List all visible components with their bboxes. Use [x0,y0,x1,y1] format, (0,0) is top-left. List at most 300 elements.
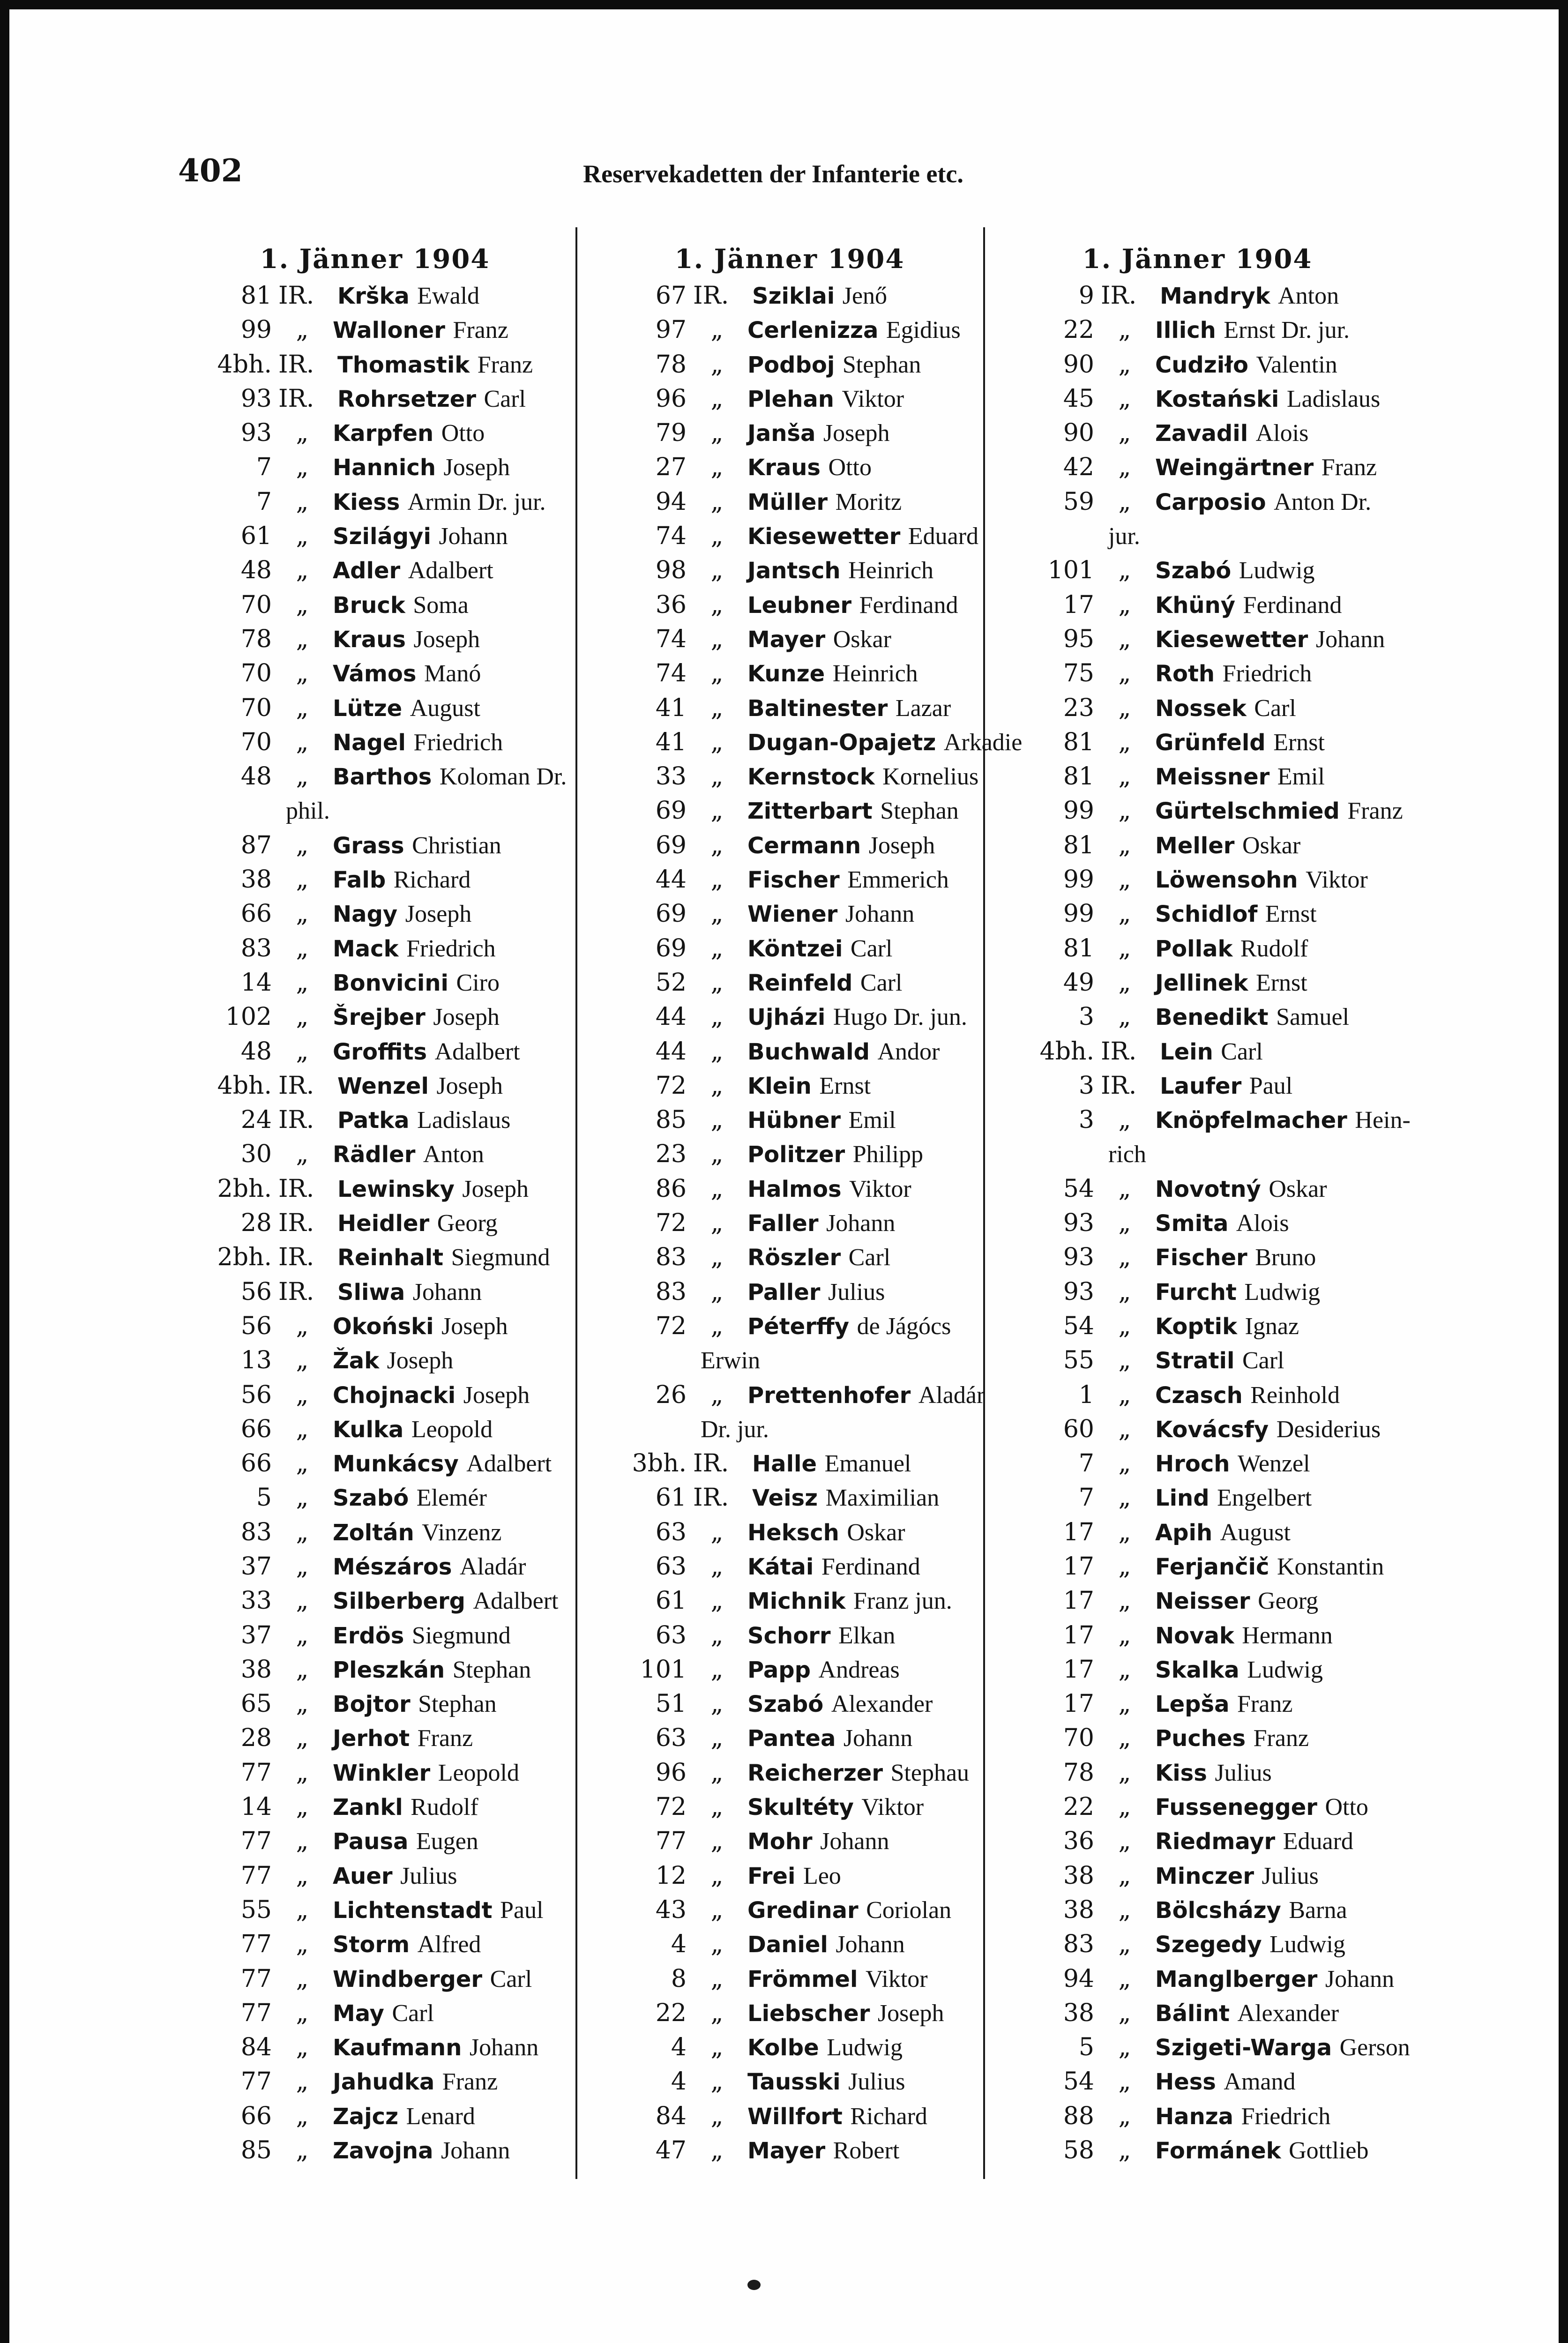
unit-abbrev: „ [1118,625,1131,653]
unit-abbrev: „ [710,1861,724,1890]
surname: Tausski [747,2069,841,2096]
list-item [588,657,991,691]
surname: Hannich [333,455,436,481]
surname: Zitterbart [747,798,873,825]
given-name: August [1220,1519,1291,1546]
unit-abbrev: „ [710,659,724,688]
surname: Knöpfelmacher [1155,1107,1347,1134]
unit-abbrev: „ [296,419,309,448]
list-item [588,1721,991,1755]
given-name: Arkadie [943,729,1023,756]
unit-abbrev: „ [296,625,309,653]
regiment-number: 4bh. [217,1071,272,1100]
regiment-number: 66 [240,1415,272,1443]
list-item [996,1721,1399,1755]
given-name: Lenard [406,2103,475,2130]
unit-abbrev: „ [710,350,724,379]
unit-abbrev: „ [1118,1758,1131,1787]
surname: Pleszkán [333,1657,445,1683]
list-item [173,519,576,553]
roster-list [588,279,1023,2168]
surname: Paller [747,1279,821,1306]
surname: Klein [747,1073,812,1099]
given-name: Franz [442,2068,498,2096]
list-item [996,1687,1399,1721]
unit-abbrev: „ [710,1552,724,1581]
unit-abbrev: „ [710,1999,724,2027]
list-item [588,1000,991,1034]
surname: Lütze [333,695,403,722]
given-name: Ludwig [1247,1656,1323,1683]
regiment-number: 66 [240,2102,272,2130]
regiment-number: 66 [240,1449,272,1478]
regiment-number: 70 [1063,1724,1094,1753]
unit-abbrev: „ [1118,831,1131,859]
surname: Pausa [333,1828,409,1855]
page-number: 402 [178,152,243,189]
list-item [996,348,1399,382]
surname: Sliwa [337,1279,405,1306]
regiment-number: 1 [1078,1380,1094,1409]
list-item [588,932,991,966]
given-name: Johann [845,901,915,928]
regiment-number: 81 [240,282,272,310]
given-name: Julius [828,1278,885,1306]
list-item [173,1927,576,1962]
regiment-number: 36 [1063,1827,1094,1856]
surname: Zoltán [333,1519,414,1546]
list-item [996,313,1399,347]
regiment-number: 97 [655,316,687,344]
surname: Lepša [1155,1691,1230,1718]
given-name: Joseph [823,420,890,447]
surname: Leubner [747,592,852,619]
unit-abbrev: „ [296,1552,309,1581]
given-name: Joseph [868,832,935,859]
unit-abbrev: „ [710,1587,724,1615]
surname: Mack [333,935,399,962]
unit-abbrev: IR. [693,1449,729,1478]
unit-abbrev: „ [710,1793,724,1821]
regiment-number: 83 [240,1518,272,1546]
surname: Faller [747,1210,819,1237]
given-name: Alfred [417,1931,481,1958]
unit-abbrev: „ [710,1243,724,1272]
regiment-number: 13 [240,1346,272,1375]
unit-abbrev: „ [296,316,309,344]
unit-abbrev: „ [710,1690,724,1718]
regiment-number: 81 [1063,728,1094,756]
list-item [996,2030,1410,2065]
list-item [588,1687,991,1721]
given-name: Joseph [433,1004,500,1031]
surname: Bálint [1155,2000,1230,2027]
unit-abbrev: „ [710,728,724,756]
given-name: Adalbert [434,1038,520,1065]
surname: Czasch [1155,1382,1243,1409]
regiment-number: 88 [1063,2102,1094,2130]
list-item [173,1206,576,1240]
unit-abbrev: „ [296,1518,309,1546]
list-item [996,1035,1399,1069]
surname: Meissner [1155,764,1270,791]
unit-abbrev: „ [710,2102,724,2130]
given-name: Vinzenz [422,1519,502,1546]
surname: Pantea [747,1725,836,1752]
regiment-number: 87 [240,831,272,859]
regiment-number: 102 [225,1003,272,1031]
surname: Mayer [747,2138,826,2164]
regiment-number: 72 [655,1312,687,1340]
given-name: Franz [477,351,533,378]
given-name: Richard [393,866,471,894]
list-item [173,313,576,347]
unit-abbrev: „ [1118,1106,1131,1134]
surname: Jahudka [333,2069,435,2096]
regiment-number: 4 [671,2067,687,2096]
regiment-number: 54 [1063,2067,1094,2096]
unit-abbrev: „ [1118,384,1131,413]
list-item [588,863,991,897]
unit-abbrev: „ [296,1861,309,1890]
surname: Podboj [747,351,835,378]
surname: Jantsch [747,558,841,584]
list-item [996,1275,1399,1309]
unit-abbrev: „ [710,1895,724,1924]
given-name: Carl [1254,694,1296,722]
list-item [996,1412,1399,1447]
surname: Puches [1155,1725,1246,1752]
given-name: Egidius [886,317,961,344]
list-item [588,1584,991,1618]
list-item [173,966,576,1000]
unit-abbrev: „ [1118,1312,1131,1340]
unit-abbrev: „ [296,694,309,722]
unit-abbrev: „ [710,590,724,619]
surname: Kiesewetter [1155,626,1308,653]
given-name: Barna [1289,1896,1347,1924]
given-name: Friedrich [1222,660,1312,687]
given-name: Armin Dr. jur. [407,488,546,515]
unit-abbrev: „ [710,487,724,516]
unit-abbrev: „ [296,934,309,963]
surname: Reinfeld [747,970,853,996]
unit-abbrev: „ [710,900,724,928]
entry-continuation: jur. [1108,523,1140,550]
surname: Papp [747,1657,811,1683]
surname: Nagel [333,729,406,756]
given-name: Philipp [852,1141,923,1168]
list-item [173,1481,576,1515]
list-item [996,1172,1399,1206]
surname: Erdös [333,1622,404,1649]
list-item [996,1859,1399,1893]
list-item [996,1996,1399,2030]
surname: Lewinsky [337,1176,455,1202]
unit-abbrev: IR. [1101,1037,1137,1066]
unit-abbrev: „ [710,1209,724,1238]
given-name: Ernst Dr. jur. [1224,317,1350,344]
unit-abbrev: „ [1118,2033,1131,2062]
unit-abbrev: „ [1118,728,1131,756]
regiment-number: 12 [655,1861,687,1890]
given-name: Johann [1315,626,1385,653]
list-item [996,1343,1399,1378]
given-name: Richard [850,2103,927,2130]
entry-continuation: rich [1108,1141,1146,1168]
surname: Szabó [747,1691,824,1718]
list-item [588,794,991,828]
given-name: Carl [848,1244,891,1271]
list-item [996,863,1399,897]
given-name: Adalbert [466,1450,552,1477]
regiment-number: 54 [1063,1174,1094,1203]
surname: Szigeti-Warga [1155,2035,1332,2061]
unit-abbrev: „ [296,1655,309,1684]
list-item [173,416,576,450]
list-item [996,1515,1399,1550]
unit-abbrev: „ [710,1758,724,1787]
list-item [173,1069,576,1103]
list-item [588,1824,991,1858]
list-item [173,725,576,760]
given-name: Franz jun. [853,1588,952,1615]
unit-abbrev: IR. [693,1484,729,1512]
list-item [173,828,576,863]
given-name: Joseph [441,1313,508,1340]
unit-abbrev: „ [296,556,309,585]
regiment-number: 5 [256,1484,272,1512]
list-item [588,553,991,588]
list-item [173,863,576,897]
regiment-number: 55 [240,1895,272,1924]
regiment-number: 65 [240,1690,272,1718]
surname: Khüný [1155,592,1235,619]
regiment-number: 17 [1063,1518,1094,1546]
given-name: Paul [500,1896,544,1924]
list-item [588,1996,991,2030]
unit-abbrev: „ [710,419,724,448]
surname: Schorr [747,1622,831,1649]
unit-abbrev: IR. [278,1071,314,1100]
list-item [996,2099,1399,2134]
surname: Frömmel [747,1966,858,1992]
unit-abbrev: „ [296,1690,309,1718]
regiment-number: 2bh. [217,1243,272,1272]
surname: Benedikt [1155,1004,1269,1031]
given-name: Eduard [1283,1828,1353,1855]
list-item [996,588,1399,622]
unit-abbrev: „ [296,1793,309,1821]
given-name: Alois [1255,420,1309,447]
list-item [996,485,1399,519]
regiment-number: 38 [1063,1999,1094,2027]
list-item [588,1893,991,1927]
given-name: Stephan [880,798,959,825]
surname: Kraus [747,455,821,481]
regiment-number: 14 [240,1793,272,1821]
given-name: Joseph [877,2000,944,2027]
given-name: Emmerich [847,866,949,894]
unit-abbrev: „ [710,556,724,585]
given-name: Joseph [463,1381,530,1409]
surname: Hanza [1155,2103,1234,2130]
surname: Thomastik [337,351,470,378]
regiment-number: 75 [1063,659,1094,688]
regiment-number: 38 [1063,1861,1094,1890]
unit-abbrev: „ [710,1827,724,1856]
surname: Weingärtner [1155,455,1314,481]
regiment-number: 94 [655,487,687,516]
printers-mark [747,2280,761,2290]
regiment-number: 47 [655,2136,687,2165]
entry-continuation: Dr. jur. [701,1416,769,1443]
unit-abbrev: „ [710,1106,724,1134]
list-item [173,382,576,416]
surname: May [333,2000,384,2027]
regiment-number: 3 [1078,1106,1094,1134]
unit-abbrev: „ [710,1621,724,1649]
list-item [588,1653,991,1687]
list-item [588,1275,991,1309]
given-name: Johann [469,2034,539,2061]
surname: Frei [747,1863,796,1889]
list-item [173,348,576,382]
surname: Winkler [333,1760,431,1786]
given-name: Joseph [436,1072,503,1099]
regiment-number: 61 [655,1587,687,1615]
regiment-number: 41 [655,694,687,722]
list-item [996,1240,1399,1275]
list-item [996,897,1399,931]
given-name: Ferdinand [859,591,958,619]
given-name: Wenzel [1237,1450,1310,1477]
regiment-number: 83 [655,1243,687,1272]
regiment-number: 85 [655,1106,687,1134]
surname: Zajcz [333,2103,399,2130]
list-item [173,1893,576,1927]
list-item [588,622,991,657]
regiment-number: 56 [240,1277,272,1306]
regiment-number: 72 [655,1793,687,1821]
regiment-number: 79 [655,419,687,448]
surname: Gredinar [747,1897,859,1924]
unit-abbrev: „ [296,1724,309,1753]
surname: Bölcsházy [1155,1897,1281,1924]
surname: Halmos [747,1176,842,1202]
regiment-number: 98 [655,556,687,585]
list-item [173,657,576,691]
surname: Röszler [747,1245,841,1271]
surname: Wiener [747,901,838,928]
list-item [173,1000,576,1034]
unit-abbrev: „ [1118,1003,1131,1031]
given-name: Kornelius [882,763,979,791]
list-item [588,348,991,382]
surname: Vámos [333,661,417,687]
given-name: Adalbert [408,557,493,584]
given-name: Alexander [1237,2000,1339,2027]
given-name: Johann [836,1931,905,1958]
list-item [996,1103,1411,1137]
regiment-number: 44 [655,866,687,894]
surname: Szilágyi [333,523,431,550]
regiment-number: 70 [240,728,272,756]
unit-abbrev: IR. [278,1277,314,1306]
regiment-number: 63 [655,1518,687,1546]
regiment-number: 4 [671,1930,687,1959]
regiment-number: 69 [655,831,687,859]
regiment-number: 43 [655,1895,687,1924]
surname: Buchwald [747,1038,870,1065]
regiment-number: 70 [240,694,272,722]
given-name: Stephan [452,1656,531,1683]
unit-abbrev: „ [1118,2067,1131,2096]
regiment-number: 4 [671,2033,687,2062]
surname: Bojtor [333,1691,411,1718]
regiment-number: 45 [1063,384,1094,413]
surname: Fussenegger [1155,1794,1317,1821]
unit-abbrev: „ [710,1071,724,1100]
given-name: Ignaz [1245,1313,1299,1340]
given-name: Emanuel [824,1450,911,1477]
surname: Reicherzer [747,1760,883,1786]
unit-abbrev: „ [710,1655,724,1684]
list-item [588,2065,991,2099]
unit-abbrev: IR. [278,282,314,310]
unit-abbrev: IR. [278,1243,314,1272]
regiment-number: 99 [240,316,272,344]
list-item [588,1137,991,1172]
surname: Mandryk [1160,283,1270,309]
list-item [996,794,1403,828]
regiment-number: 74 [655,522,687,551]
surname: Daniel [747,1932,828,1958]
given-name: Gerson [1339,2034,1410,2061]
regiment-number: 78 [655,350,687,379]
surname: Bonvicini [333,970,449,996]
unit-abbrev: „ [710,1518,724,1546]
list-item [173,1962,576,1996]
regiment-number: 48 [240,762,272,791]
given-name: Viktor [1306,866,1368,894]
surname: Žak [333,1348,380,1374]
running-head: Reservekadetten der Infanterie etc. [583,160,963,188]
column-heading: 1. Jänner 1904 [674,244,905,275]
unit-abbrev: IR. [278,1174,314,1203]
regiment-number: 77 [240,1930,272,1959]
regiment-number: 95 [1063,625,1094,653]
regiment-number: 78 [240,625,272,653]
list-item [588,2134,991,2168]
surname: Wenzel [337,1073,429,1099]
list-item [996,1927,1399,1962]
list-item [173,553,576,588]
surname: Kernstock [747,764,875,791]
unit-abbrev: „ [710,866,724,894]
unit-abbrev: „ [296,2136,309,2165]
surname: Kraus [333,626,406,653]
unit-abbrev: „ [1118,1587,1131,1615]
list-item [173,588,576,622]
unit-abbrev: „ [1118,453,1131,482]
unit-abbrev: „ [1118,316,1131,344]
regiment-number: 69 [655,797,687,825]
list-item [996,966,1399,1000]
surname: Baltinester [747,695,888,722]
list-item [996,2065,1399,2099]
list-item [588,1240,991,1275]
